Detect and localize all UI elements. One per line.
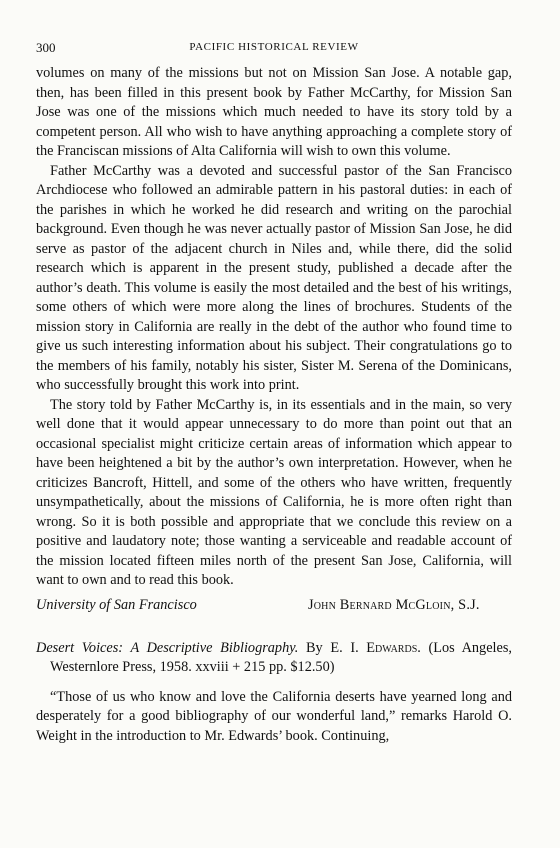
review-paragraph: The story told by Father McCarthy is, in its essentials and in the main, so very well done that it would appear unnecessary to do more than point out that an occasional specialist might criticize certain areas of information which appear to have been heightened a bit by the author’s own interpretation. However, when he criticizes Bancroft, Hittell, and some of the others who have written, frequently unsympathetically, about the missions of California, he is more often right than wrong. So it is both possible and appropriate that we conclude this review on a positive and laudatory note; those wanting a serviceable and readable account of the mission located fifteen miles north of the present San Jose, California, will want to own and to read this book. [36, 396, 512, 588]
reviewer-affiliation: University of San Francisco [36, 596, 197, 613]
reviewer-name: John Bernard McGloin, S.J. [308, 596, 480, 613]
review-paragraph-continued: volumes on many of the missions but not on Mission San Jose. A notable gap, then, has been filled in this present book by Father McCarthy, for Mission San Jose was one of the missions which much needed to have its story told by a competent person. All who wish to have anything approaching a complete story of the Franciscan missions of Alta California will wish to own this volume. [36, 65, 512, 159]
page-number: 300 [36, 40, 56, 55]
running-title: PACIFIC HISTORICAL REVIEW [189, 41, 359, 53]
page-header [36, 40, 512, 60]
review-signature [36, 597, 512, 617]
publication-details: (Los Angeles, Westernlore Press, 1958. xxviii + 215 pp. $12.50) [50, 639, 512, 675]
book-editor: E. I. Edwards. [330, 639, 421, 656]
book-citation [36, 639, 512, 678]
book-title: Desert Voices: A Descriptive Bibliography. [36, 639, 299, 656]
citation-by: By [306, 639, 323, 656]
page-body [36, 64, 512, 746]
review-opening-paragraph: “Those of us who know and love the California deserts have yearned long and desperately for a good bibliography of our wonderful land,” remarks Harold O. Weight in the introduction to Mr. Edwards’ book. Continuing, [36, 688, 512, 744]
review-paragraph: Father McCarthy was a devoted and successful pastor of the San Francisco Archdiocese who followed an admirable pattern in his pastoral duties: in each of the parishes in which he worked he did research and writing on the parochial background. Even though he was never actually pastor of Mission San Jose, he did serve as pastor of the adjacent church in Niles and, while there, did the solid research which is apparent in the present study, published a decade after the author’s death. This volume is easily the most detailed and the best of his writings, some others of which were more along the lines of brochures. Students of the mission story in California are really in the debt of the author who found time to give us such interesting information about his subject. Their congratulations go to the members of his family, notably his sister, Sister M. Serena of the Dominicans, who successfully brought this work into print. [36, 162, 512, 393]
